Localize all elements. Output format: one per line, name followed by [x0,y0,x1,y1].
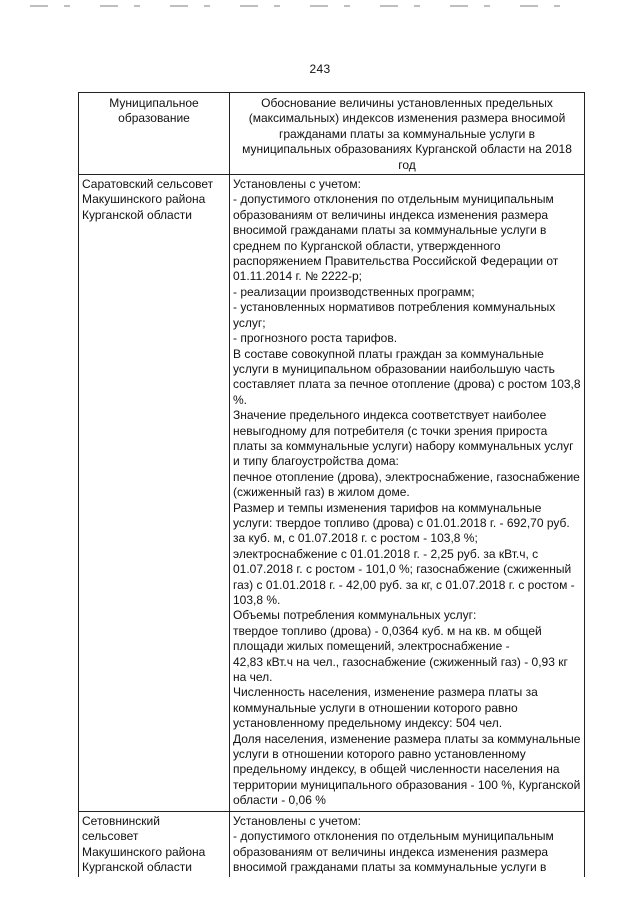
municipality-cell: Сетовнинский сельсовет Макушинского района Курганской области [79,811,230,877]
list-item: Объемы потребления коммунальных услуг: [233,608,477,623]
table-row [79,811,585,877]
justification-cell [230,175,585,812]
list-item: Размер и темпы изменения тарифов на коммунальные услуги: твердое топливо (дрова) с 01.01.2018 г. - 692,70 руб. за куб. м, с 01.07.2018 г. с ростом - 103,8 %; электроснабжение с 01.01.2018 г. - 2,25 руб. за кВт.ч, с 01.07.2018 г. с ростом - 101,0 %; газоснабжение (сжиженный газ) с 01.01.2018 г. - 42,00 руб. за кг, с 01.07.2018 г. с ростом - 103,8 %. [233,500,575,607]
list-item: Установлены с учетом: [233,177,361,192]
header-justification: Обоснование величины установленных предельных (максимальных) индексов изменения размера вносимой гражданами платы за коммунальные услуги в муниципальных образованиях Курганской области на 2018 год [230,93,585,175]
list-item: - допустимого отклонения по отдельным муниципальным образованиям от величины индекса изменения размера вносимой гражданами платы за коммунальные услуги в [233,829,554,874]
list-item: Установлены с учетом: [233,813,361,828]
list-item: - допустимого отклонения по отдельным муниципальным образованиям от величины индекса изменения размера вносимой гражданами платы за коммунальные услуги в среднем по Курганской области, утвержденного распоряжением Правительства Российской Федерации от 01.11.2014 г. № 2222-р; [233,192,559,284]
header-municipality: Муниципальное образование [79,93,230,175]
list-item: - установленных нормативов потребления коммунальных услуг; [233,300,556,330]
list-item: Численность населения, изменение размера платы за коммунальные услуги в отношении которого равно установленному предельному индексу: 504 чел. [233,685,538,731]
municipality-cell: Саратовский сельсовет Макушинского района Курганской области [79,175,230,812]
list-item: - реализации производственных программ; [233,284,475,299]
list-item: твердое топливо (дрова) - 0,0364 куб. м на кв. м общей площади жилых помещений, электроснабжение - [233,623,542,654]
list-item: печное отопление (дрова), электроснабжение, газоснабжение (сжиженный газ) в жилом доме. [233,469,580,500]
scan-artifact-line [30,5,590,7]
list-item: - прогнозного роста тарифов. [233,331,398,346]
list-item: Значение предельного индекса соответствует наиболее невыгодному для потребителя (с точки зрения прироста платы за коммунальные услуги) набору коммунальных услуг и типу благоустройства дома: [233,408,574,469]
table-row [79,175,585,812]
list-item: Доля населения, изменение размера платы за коммунальные услуги в отношении которого равно установленному предельному индексу, в общей численности населения на территории муниципального образования - 100 %, Курганской области - 0,06 % [233,731,581,808]
list-item: В составе совокупной платы граждан за коммунальные услуги в муниципальном образовании наибольшую часть составляет плата за печное отопление (дрова) с ростом 103,8 %. [233,346,581,407]
justification-table [78,92,585,877]
page-number: 243 [309,62,331,76]
justification-cell [230,811,585,877]
list-item: 42,83 кВт.ч на чел., газоснабжение (сжиженный газ) - 0,93 кг на чел. [233,654,568,685]
table-header-row [79,93,585,175]
